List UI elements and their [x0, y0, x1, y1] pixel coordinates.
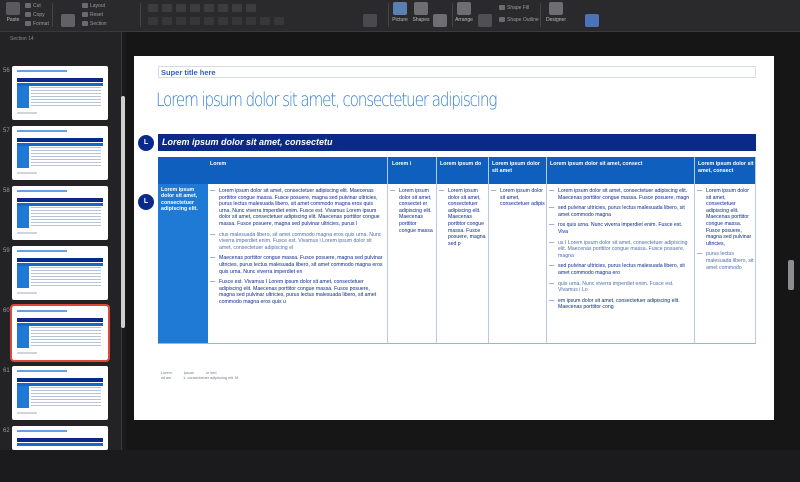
- list-item: — ros quis urna. Nunc viverra imperdiet enim. Fusce est. Viva: [549, 222, 692, 235]
- textbox-icon: [433, 14, 447, 27]
- canvas-scrollbar[interactable]: [788, 260, 794, 290]
- table-header-cell: Lorem ipsum dolor sit amet, consect: [550, 161, 643, 167]
- table-header-cell: Lorem ipsum do: [440, 161, 482, 167]
- pen-outline-icon: [499, 17, 505, 22]
- table-cell: [491, 188, 545, 212]
- scissors-icon: [25, 3, 31, 8]
- paste-button[interactable]: Paste: [4, 2, 22, 23]
- slide-preview[interactable]: [12, 366, 108, 420]
- slide-number: 56: [3, 68, 10, 74]
- footnote-text: ipsum: [183, 371, 194, 375]
- table-header-cell: Lorem ipsum dolor sit amet, consect: [698, 161, 754, 174]
- section-button[interactable]: Section: [82, 21, 107, 27]
- columns-button[interactable]: [260, 17, 270, 25]
- slide-thumbnail[interactable]: [0, 66, 122, 122]
- bold-button[interactable]: [148, 4, 158, 12]
- copy-button[interactable]: Copy: [25, 12, 45, 18]
- slide[interactable]: [134, 56, 774, 420]
- slide-number: 61: [3, 368, 10, 374]
- outdent-button[interactable]: [190, 17, 200, 25]
- list-item: — Lorem ipsum dolor sit amet, consectetuer adipis: [491, 188, 545, 208]
- slide-title[interactable]: Lorem ipsum dolor sit amet, consectetuer adipiscing: [156, 90, 497, 111]
- strikethrough-button[interactable]: [190, 4, 200, 12]
- table-cell: [439, 188, 487, 251]
- indent-button[interactable]: [176, 17, 186, 25]
- column-divider: [387, 157, 388, 343]
- list-item: — Lorem ipsum dolor sit amet, consectetuer adipiscing elit. Maecenas porttitor congue massa. Fusce posuere, magn: [549, 188, 692, 201]
- font-format-row: [148, 4, 256, 12]
- ribbon-separator: [388, 3, 389, 27]
- clipboard-icon: [6, 2, 20, 15]
- underline-button[interactable]: [176, 4, 186, 12]
- pdf-share-icon: [585, 14, 599, 27]
- slide-thumbnail[interactable]: [0, 186, 122, 242]
- table-cell: [210, 188, 385, 310]
- thumbnail-scrollbar[interactable]: [121, 96, 125, 328]
- ribbon-separator: [52, 3, 53, 27]
- reset-button[interactable]: Reset: [82, 12, 103, 18]
- slide-number: 59: [3, 248, 10, 254]
- list-item: — ctus malesuada libero, sit amet commodo magna eros quis urna. Nunc viverra imperdiet enim. Fusce est. Vivamus i Lorem ipsum dolor sit amet, consectetuer adipiscing el: [210, 232, 385, 252]
- ribbon-separator: [452, 3, 453, 27]
- arrange-button[interactable]: Arrange: [455, 2, 473, 23]
- table-header-cell: Lorem i: [392, 161, 412, 167]
- shapes-icon: [414, 2, 428, 15]
- slide-number: 57: [3, 128, 10, 134]
- slide-preview[interactable]: [12, 66, 108, 120]
- list-item: — Maecenas porttitor congue massa. Fusce posuere, magna sed pulvinar ultricies, purus lectus malesuada libero, sit amet commodo magna eros quis urna. Nunc viverra imperdiet en: [210, 255, 385, 275]
- paragraph-format-row: [148, 17, 284, 25]
- footnote-text: 1. consectetuer adipiscing elit. M: [183, 376, 239, 380]
- highlight-button[interactable]: [246, 4, 256, 12]
- ribbon-toolbar: [0, 0, 800, 32]
- list-item: — Lorem ipsum dolor sit amet, consectet er adipiscing elit. Maecenas porttitor congue massa: [390, 188, 434, 234]
- row-label-cell: Lorem ipsum dolor sit amet, consectetuer adipiscing elit.: [158, 184, 208, 343]
- cut-button[interactable]: Cut: [25, 3, 41, 9]
- slide-thumbnail[interactable]: [0, 246, 122, 302]
- footnote[interactable]: [161, 371, 250, 381]
- list-item: — sed pulvinar ultricies, purus lectus malesuada libero, sit amet commodo magna: [549, 205, 692, 218]
- quick-styles-icon: [478, 14, 492, 27]
- section-icon: [82, 21, 88, 26]
- slide-preview[interactable]: [12, 186, 108, 240]
- content-table[interactable]: [158, 157, 756, 343]
- bullets-button[interactable]: [148, 17, 158, 25]
- justify-button[interactable]: [246, 17, 256, 25]
- slide-number: 60: [3, 308, 10, 314]
- arrange-icon: [457, 2, 471, 15]
- table-header-cell: Lorem ipsum dolor sit amet: [492, 161, 540, 174]
- super-title[interactable]: Super title here: [158, 66, 756, 78]
- ribbon-separator: [540, 3, 541, 27]
- slide-thumbnail[interactable]: [0, 126, 122, 182]
- align-left-button[interactable]: [204, 17, 214, 25]
- slide-thumbnail-selected[interactable]: [0, 306, 122, 362]
- slide-preview[interactable]: [12, 306, 108, 360]
- align-right-button[interactable]: [232, 17, 242, 25]
- font-color-button[interactable]: [232, 4, 242, 12]
- list-item: — purus lectus malesuada libero, sit amet commodo: [697, 251, 754, 271]
- shapes-button[interactable]: Shapes: [412, 2, 430, 23]
- format-painter-button[interactable]: Format: [25, 21, 49, 27]
- subscript-button[interactable]: [204, 4, 214, 12]
- column-divider: [755, 157, 756, 343]
- step-badge: L: [138, 194, 154, 210]
- text-direction-button[interactable]: [274, 17, 284, 25]
- smartart-icon: [363, 14, 377, 27]
- list-item: — Lorem ipsum dolor sit amet, consectetuer adipiscing elit. Maecenas porttitor congue massa. Fusce posuere, magna sed pulvinar ultricies, purus lectus malesuada libero, sit amet commodo magna eros quis urna. Nunc viverra imperdiet enim. Fusce est. Vivamus Lorem ipsum dolor sit amet, consectetuer adipiscing elit. Maecenas porttitor congue massa. Fusce posuere, magna sed pulvinar ultricies, purus l: [210, 188, 385, 228]
- table-cell: [697, 188, 754, 275]
- table-cell: [390, 188, 434, 238]
- shape-fill-button[interactable]: Shape Fill: [499, 5, 529, 11]
- designer-button[interactable]: Designer: [545, 2, 567, 23]
- slide-preview[interactable]: [12, 126, 108, 180]
- slide-preview[interactable]: [12, 246, 108, 300]
- footnote-text: Lorem: [161, 371, 172, 375]
- ribbon-separator: [140, 3, 141, 27]
- numbering-button[interactable]: [162, 17, 172, 25]
- table-border: [158, 343, 756, 344]
- italic-button[interactable]: [162, 4, 172, 12]
- slide-thumbnail[interactable]: [0, 366, 122, 422]
- slide-thumbnail[interactable]: [0, 426, 122, 482]
- slide-number: 62: [3, 428, 10, 434]
- layout-icon: [82, 3, 88, 8]
- footnote-text: sit am: [161, 376, 172, 380]
- reset-icon: [82, 12, 88, 17]
- paint-bucket-icon: [499, 5, 505, 10]
- footnote-text: or sed: [205, 371, 217, 375]
- copy-icon: [25, 12, 31, 17]
- list-item: — Fusce est. Vivamus I Lorem ipsum dolor sit amet, consectetuer adipiscing elit. Maecenas porttitor congue massa. Fusce posuere, magna sed pulvinar ultricies, purus lectus malesuada libero, sit amet commodo magna eros quis u: [210, 279, 385, 305]
- slide-number: 58: [3, 188, 10, 194]
- layout-button[interactable]: Layout: [82, 3, 105, 9]
- list-item: — sed pulvinar ultricies, purus lectus malesuada libero, sit amet commodo magna ero: [549, 263, 692, 276]
- section-label[interactable]: Section 14: [10, 36, 34, 42]
- brush-icon: [25, 21, 31, 26]
- picture-button[interactable]: Picture: [391, 2, 409, 23]
- column-divider: [488, 157, 489, 343]
- list-item: — Lorem ipsum dolor sit amet, consectetuer adipiscing elit. Maecenas porttitor congue massa. Fusce posuere, magna sed p: [439, 188, 487, 247]
- table-cell: [549, 188, 692, 315]
- slide-preview[interactable]: [12, 426, 108, 450]
- shape-outline-button[interactable]: Shape Outline: [499, 17, 539, 23]
- designer-icon: [549, 2, 563, 15]
- list-item: — quis urna. Nunc viverra imperdiet enim. Fusce est. Vivamus i Lo: [549, 281, 692, 294]
- table-header-row: [158, 157, 756, 184]
- step-badge: L: [138, 135, 154, 151]
- column-divider: [436, 157, 437, 343]
- table-header-cell: Lorem: [210, 161, 227, 167]
- list-item: — us I Lorem ipsum dolor sit amet, consectetuer adipiscing elit. Maecenas porttitor congue massa. Fusce posuere, magna: [549, 240, 692, 260]
- section-title-bar[interactable]: Lorem ipsum dolor sit amet, consectetu: [158, 134, 756, 151]
- new-slide-icon: [61, 14, 75, 27]
- picture-icon: [393, 2, 407, 15]
- column-divider: [546, 157, 547, 343]
- superscript-button[interactable]: [218, 4, 228, 12]
- list-item: — Lorem ipsum dolor sit amet, consectetuer adipiscing elit. Maecenas porttitor congue massa. Fusce posuere, magna sed pulvinar ultricies,: [697, 188, 754, 247]
- column-divider: [694, 157, 695, 343]
- list-item: — em ipsum dolor sit amet, consectetuer adipiscing elit. Maecenas porttitor cong: [549, 298, 692, 311]
- align-center-button[interactable]: [218, 17, 228, 25]
